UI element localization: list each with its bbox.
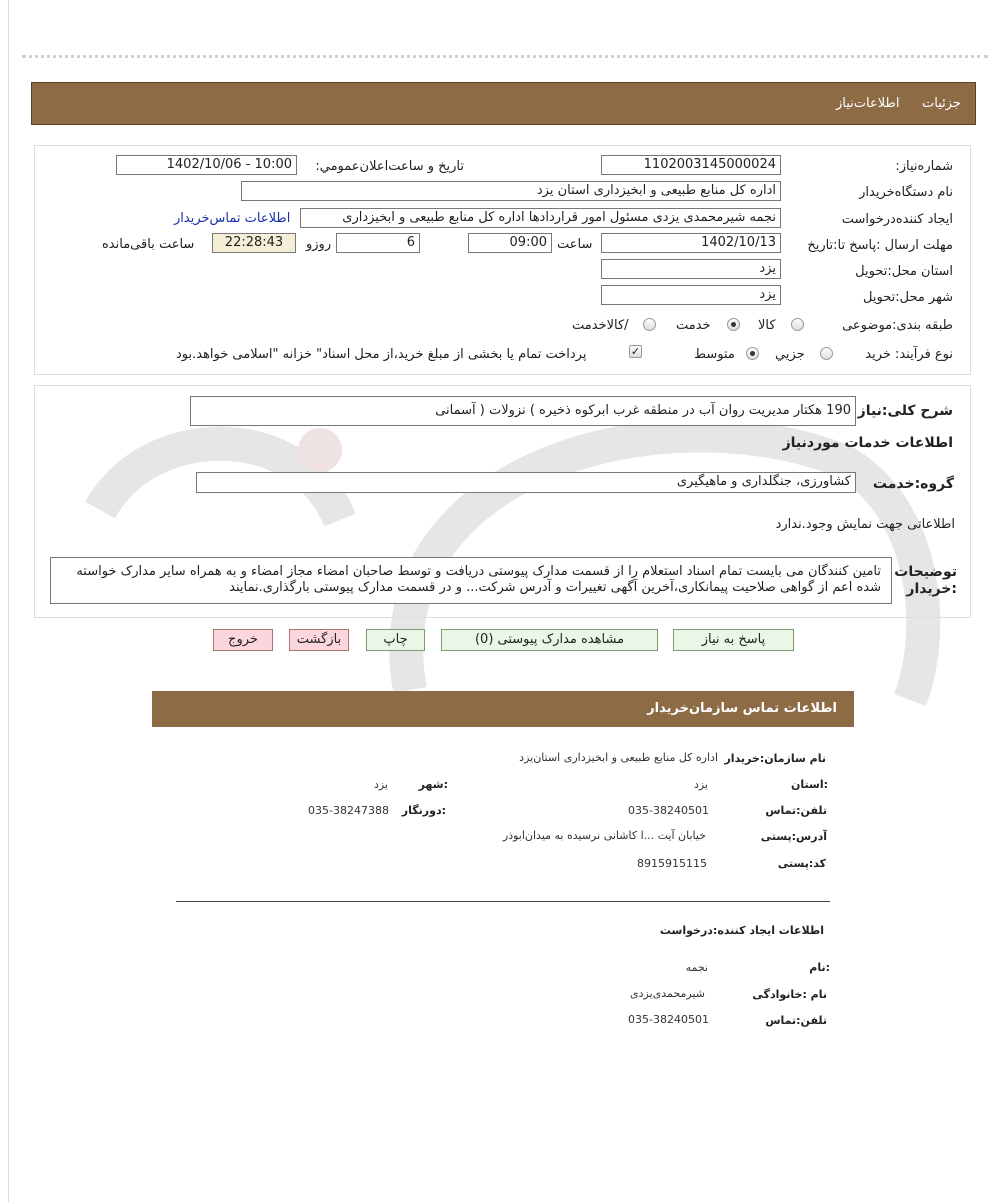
category-goods-radio[interactable] bbox=[791, 318, 804, 331]
treasury-payment-checkbox[interactable]: ✓ bbox=[630, 345, 641, 358]
contact-divider bbox=[176, 901, 830, 902]
remaining-time-field: 22:28:43 bbox=[212, 233, 296, 253]
contact-address: خیابان آیت ...ا کاشانی نرسیده به میدان‌ابوذر bbox=[502, 829, 706, 842]
contact-fax-label: :دورنگار bbox=[401, 804, 446, 817]
header-bar bbox=[31, 82, 976, 125]
city-field: یزد bbox=[601, 285, 781, 305]
process-partial-label: جزیي bbox=[775, 347, 805, 362]
need-title-field: 190 هکتار مدیریت روان آب در منطقه غرب ابرکوه ذخیره ) نزولات ( آسمانی bbox=[190, 396, 856, 426]
creator-phone: 035-38240501 bbox=[628, 1013, 709, 1026]
contact-phone: 035-38240501 bbox=[628, 804, 709, 817]
contact-fax: 035-38247388 bbox=[308, 804, 389, 817]
province-label: استان محل:تحویل bbox=[855, 264, 953, 279]
service-group-label: گروه:خدمت bbox=[872, 476, 954, 492]
days-field: 6 bbox=[336, 233, 420, 253]
need-info-panel bbox=[34, 145, 971, 375]
buyer-org-field: اداره کل منابع طبیعی و ابخیزداری استان یزد bbox=[241, 181, 781, 201]
payment-note: پرداخت تمام یا بخشی از مبلغ خرید،از محل اسناد" خزانه "اسلامی خواهد.بود bbox=[176, 347, 587, 362]
need-number-field: 1102003145000024 bbox=[601, 155, 781, 175]
need-number-label: شماره‌نیاز: bbox=[895, 159, 953, 174]
category-service-label: خدمت bbox=[676, 318, 711, 333]
no-info-text: اطلاعاتی جهت نمایش وجود.ندارد bbox=[775, 517, 955, 532]
contact-province-label: :استان bbox=[791, 778, 828, 791]
process-medium-label: متوسط bbox=[694, 347, 735, 362]
creator-heading: اطلاعات ایجاد کننده:درخواست bbox=[659, 924, 824, 937]
view-attachments-button[interactable]: مشاهده مدارک پیوستی (0) bbox=[441, 629, 658, 651]
announce-field: 1402/10/06 - 10:00 bbox=[116, 155, 297, 175]
services-heading: اطلاعات خدمات موردنیاز bbox=[782, 435, 953, 451]
category-service-radio[interactable] bbox=[727, 318, 740, 331]
creator-field: نجمه شیرمحمدی یزدی مسئول امور قراردادها اداره کل منابع طبیعی و ابخیزداری bbox=[300, 208, 781, 228]
creator-phone-label: تلفن:تماس bbox=[765, 1014, 827, 1027]
buyer-org-label: نام دستگاه‌خریدار bbox=[859, 185, 953, 200]
contact-org: اداره کل منابع طبیعی و ابخیزداری استان‌یزد bbox=[519, 751, 718, 764]
category-both-radio[interactable] bbox=[643, 318, 656, 331]
contact-phone-label: تلفن:تماس bbox=[765, 804, 827, 817]
print-button[interactable]: چاپ bbox=[366, 629, 425, 651]
contact-city: یزد bbox=[373, 778, 388, 791]
announce-label: تاریخ و ساعت‌اعلان‌عمومي: bbox=[315, 159, 464, 174]
contact-postal-label: کد:پستی bbox=[777, 857, 826, 870]
process-label: نوع فرآیند: خرید bbox=[865, 347, 953, 362]
creator-family: شیرمحمدی‌یزدی bbox=[630, 987, 705, 1000]
tab-details[interactable]: جزئیات bbox=[922, 96, 961, 111]
tab-need-info[interactable]: اطلاعات‌نیاز bbox=[836, 96, 900, 111]
reply-to-need-button[interactable]: پاسخ به نیاز bbox=[673, 629, 794, 651]
buyer-contact-link[interactable]: اطلاعات تماس‌خریدار bbox=[174, 211, 291, 226]
creator-name-label: :نام bbox=[809, 961, 830, 974]
contact-org-label: نام سازمان:خریدار bbox=[724, 752, 826, 765]
creator-name: نجمه bbox=[685, 961, 708, 974]
province-field: یزد bbox=[601, 259, 781, 279]
process-partial-radio[interactable] bbox=[820, 347, 833, 360]
contact-province: یزد bbox=[693, 778, 708, 791]
category-goods-label: کالا bbox=[758, 318, 776, 333]
deadline-time-field: 09:00 bbox=[468, 233, 552, 253]
creator-family-label: نام :خانوادگی bbox=[752, 988, 827, 1001]
buyer-notes-field: تامین کنندگان می بایست تمام اسناد استعلام را از قسمت مدارک پیوستی دریافت و توسط صاحبان امضاء مجاز امضاء و به همراه سایر مدارک خواسته شده اعم از گواهی صلاحیت پیمانکاری،آخرین آگهی تغییرات و آدرس شرکت... و در قسمت مدارک پیوستی بارگذاری.نمایند bbox=[50, 557, 892, 604]
contact-address-label: آدرس:پستی bbox=[760, 830, 827, 843]
left-border bbox=[8, 0, 9, 1202]
contact-city-label: :شهر bbox=[418, 778, 448, 791]
deadline-hour-label: ساعت bbox=[557, 237, 593, 252]
need-title-label: شرح کلی:نیاز bbox=[857, 403, 953, 419]
process-medium-radio[interactable] bbox=[746, 347, 759, 360]
city-label: شهر محل:تحویل bbox=[863, 290, 953, 305]
top-divider bbox=[22, 55, 988, 58]
category-both-label: /کالاخدمت bbox=[572, 318, 629, 333]
contact-postal: 8915915115 bbox=[637, 857, 707, 870]
service-group-field: کشاورزی، جنگلداری و ماهیگیری bbox=[196, 472, 856, 493]
buyer-notes-label: توضیحات :خریدار bbox=[894, 564, 957, 597]
contact-heading: اطلاعات تماس سازمان‌خریدار bbox=[647, 701, 837, 716]
days-label: روزو bbox=[306, 237, 332, 252]
category-label: طبقه بندی:موضوعی bbox=[842, 318, 953, 333]
creator-label: ایجاد کننده‌درخواست bbox=[841, 212, 953, 227]
back-button[interactable]: بازگشت bbox=[289, 629, 349, 651]
deadline-date-field: 1402/10/13 bbox=[601, 233, 781, 253]
deadline-label: مهلت ارسال :پاسخ تا:تاریخ bbox=[807, 238, 953, 253]
exit-button[interactable]: خروج bbox=[213, 629, 273, 651]
remaining-label: ساعت باقی‌مانده bbox=[102, 237, 195, 252]
